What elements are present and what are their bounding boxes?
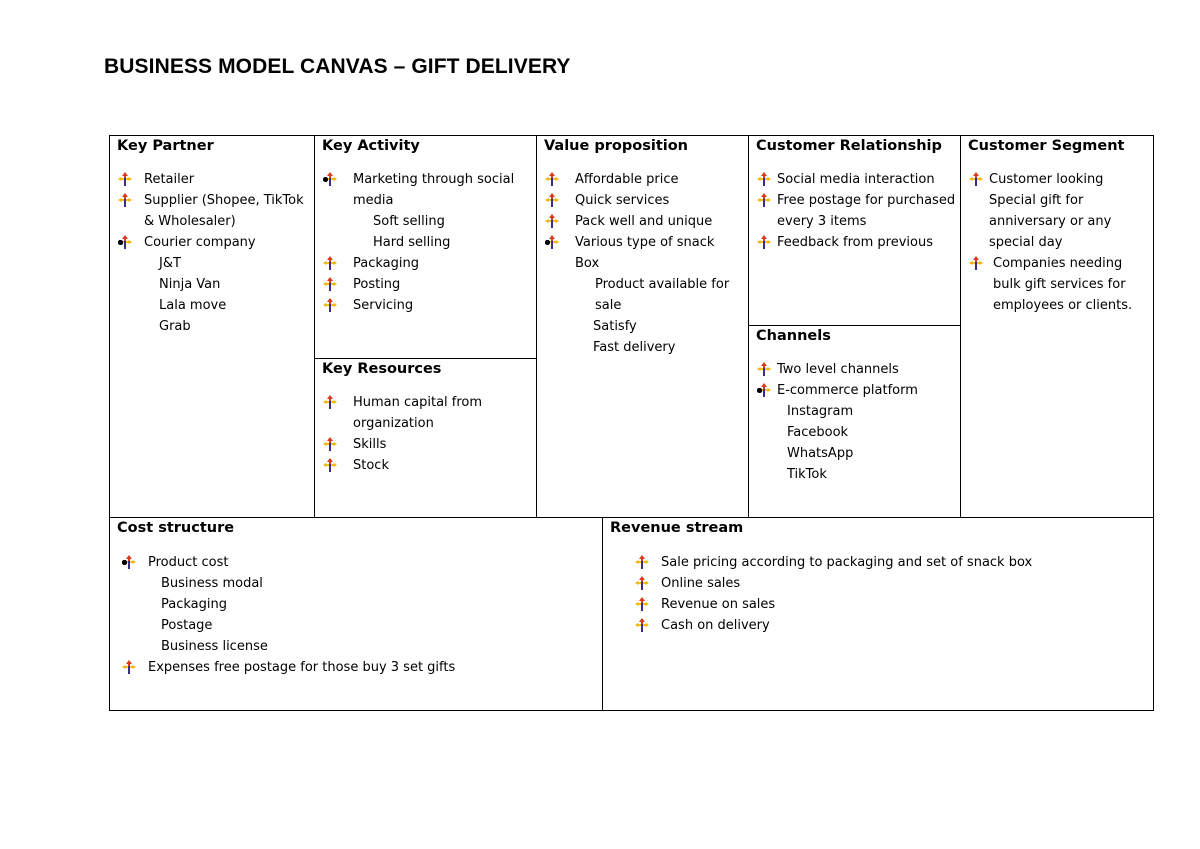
list-item: Online sales bbox=[635, 573, 1145, 594]
value-proposition-heading: Value proposition bbox=[544, 138, 689, 154]
cost-structure-heading: Cost structure bbox=[117, 520, 235, 536]
sub-list-item: Instagram bbox=[777, 401, 957, 422]
sub-list-item: Postage bbox=[143, 615, 592, 636]
channels-cell bbox=[748, 325, 962, 519]
list-item: Courier company J&T Ninja Van Lala move Grab bbox=[118, 232, 308, 337]
four-way-arrow-icon bbox=[635, 618, 649, 632]
list-item: Customer looking Special gift for anniversary or any special day bbox=[969, 169, 1144, 253]
key-partner-cell bbox=[109, 135, 316, 519]
sub-list-item: Facebook bbox=[777, 422, 957, 443]
cost-structure-list bbox=[122, 552, 592, 678]
list-item: Quick services bbox=[545, 190, 740, 211]
sub-list-item: Soft selling bbox=[355, 211, 523, 232]
bullet-icon bbox=[122, 560, 127, 565]
list-item: Various type of snack Box Product available for sale Satisfy Fast delivery bbox=[545, 232, 740, 358]
sub-list-item: Product available for sale bbox=[575, 274, 740, 316]
key-resources-cell bbox=[314, 358, 538, 519]
key-resources-list bbox=[323, 392, 523, 476]
list-item: Companies needing bulk gift services for employees or clients. bbox=[969, 253, 1144, 316]
bullet-icon bbox=[323, 177, 328, 182]
key-activity-heading: Key Activity bbox=[322, 138, 420, 154]
list-item: Expenses free postage for those buy 3 set gifts bbox=[122, 657, 592, 678]
sub-list-item: Fast delivery bbox=[575, 337, 740, 358]
sub-list-item: Lala move bbox=[141, 295, 308, 316]
sub-list-item: TikTok bbox=[777, 464, 957, 485]
channels-heading: Channels bbox=[756, 328, 831, 344]
four-way-arrow-icon bbox=[545, 193, 559, 207]
four-way-arrow-icon bbox=[635, 597, 649, 611]
value-proposition-list bbox=[545, 169, 740, 358]
key-activity-list bbox=[323, 169, 523, 316]
list-item: Cash on delivery bbox=[635, 615, 1145, 636]
revenue-stream-heading: Revenue stream bbox=[610, 520, 744, 536]
list-item: Retailer bbox=[118, 169, 308, 190]
sub-list-item: Ninja Van bbox=[141, 274, 308, 295]
list-item: Social media interaction bbox=[757, 169, 957, 190]
customer-relationship-list bbox=[757, 169, 957, 253]
page-title: BUSINESS MODEL CANVAS – GIFT DELIVERY bbox=[104, 55, 571, 78]
revenue-stream-cell bbox=[602, 517, 1154, 711]
four-way-arrow-icon bbox=[757, 235, 771, 249]
list-item: Supplier (Shopee, TikTok & Wholesaler) bbox=[118, 190, 308, 232]
sub-list-item: Packaging bbox=[143, 594, 592, 615]
list-item: Servicing bbox=[323, 295, 523, 316]
four-way-arrow-icon bbox=[323, 458, 337, 472]
four-way-arrow-icon bbox=[323, 256, 337, 270]
key-resources-heading: Key Resources bbox=[322, 361, 442, 377]
list-item: Human capital from organization bbox=[323, 392, 523, 434]
four-way-arrow-icon bbox=[118, 193, 132, 207]
customer-segment-cell bbox=[960, 135, 1154, 519]
list-item: E-commerce platform Instagram Facebook WhatsApp TikTok bbox=[757, 380, 957, 485]
list-item: Product cost Business modal Packaging Postage Business license bbox=[122, 552, 592, 657]
four-way-arrow-icon bbox=[757, 193, 771, 207]
channels-list bbox=[757, 359, 957, 485]
customer-relationship-cell bbox=[748, 135, 962, 327]
customer-segment-heading: Customer Segment bbox=[968, 138, 1125, 154]
list-item: Sale pricing according to packaging and set of snack box bbox=[635, 552, 1145, 573]
list-item: Free postage for purchased every 3 items bbox=[757, 190, 957, 232]
list-item: Affordable price bbox=[545, 169, 740, 190]
list-item: Packaging bbox=[323, 253, 523, 274]
sub-list-item: Grab bbox=[141, 316, 308, 337]
four-way-arrow-icon bbox=[969, 256, 983, 270]
four-way-arrow-icon bbox=[118, 172, 132, 186]
key-partner-list bbox=[118, 169, 308, 337]
four-way-arrow-icon bbox=[757, 172, 771, 186]
list-item: Stock bbox=[323, 455, 523, 476]
sub-list-item: J&T bbox=[141, 253, 308, 274]
four-way-arrow-icon bbox=[545, 172, 559, 186]
sub-list-item: Satisfy bbox=[575, 316, 740, 337]
sub-list-item: WhatsApp bbox=[777, 443, 957, 464]
sub-list-item: Business modal bbox=[143, 573, 592, 594]
value-proposition-cell bbox=[536, 135, 750, 519]
customer-relationship-heading: Customer Relationship bbox=[756, 138, 942, 154]
list-item: Skills bbox=[323, 434, 523, 455]
list-item: Marketing through social media Soft selling Hard selling bbox=[323, 169, 523, 253]
bullet-icon bbox=[757, 388, 762, 393]
four-way-arrow-icon bbox=[757, 362, 771, 376]
bullet-icon bbox=[545, 240, 550, 245]
four-way-arrow-icon bbox=[635, 576, 649, 590]
customer-segment-list bbox=[969, 169, 1144, 316]
list-item: Posting bbox=[323, 274, 523, 295]
list-item: Two level channels bbox=[757, 359, 957, 380]
four-way-arrow-icon bbox=[545, 214, 559, 228]
revenue-stream-list bbox=[635, 552, 1145, 636]
four-way-arrow-icon bbox=[122, 660, 136, 674]
key-partner-heading: Key Partner bbox=[117, 138, 214, 154]
cost-structure-cell bbox=[109, 517, 604, 711]
four-way-arrow-icon bbox=[323, 437, 337, 451]
four-way-arrow-icon bbox=[323, 298, 337, 312]
list-item: Pack well and unique bbox=[545, 211, 740, 232]
four-way-arrow-icon bbox=[969, 172, 983, 186]
list-item: Revenue on sales bbox=[635, 594, 1145, 615]
key-activity-cell bbox=[314, 135, 538, 360]
four-way-arrow-icon bbox=[635, 555, 649, 569]
bullet-icon bbox=[118, 240, 123, 245]
four-way-arrow-icon bbox=[323, 277, 337, 291]
sub-list-item: Hard selling bbox=[355, 232, 523, 253]
four-way-arrow-icon bbox=[323, 395, 337, 409]
list-item: Feedback from previous bbox=[757, 232, 957, 253]
sub-list-item: Business license bbox=[143, 636, 592, 657]
